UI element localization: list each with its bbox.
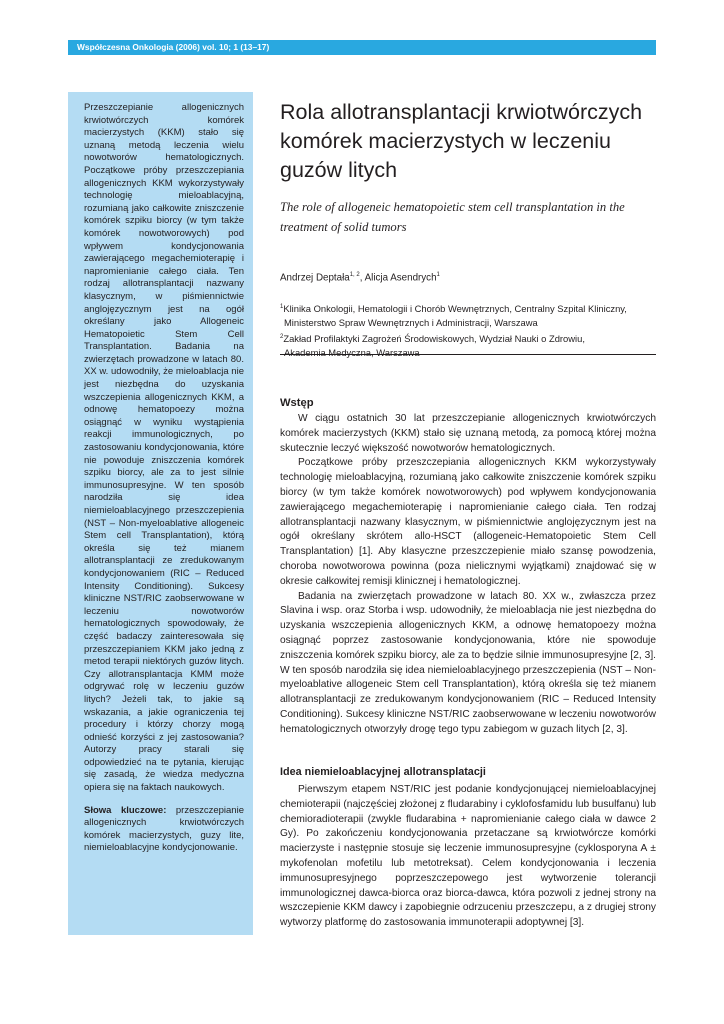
keywords-text: przeszczepianie allogenicznych krwiotwórczych komórek macierzystych, guzy lite, niemieloablacyjne kondycjonowanie. — [84, 804, 244, 854]
section-heading-intro: Wstęp — [280, 397, 314, 409]
article-subtitle: The role of allogeneic hematopoietic stem cell transplantation in the treatment of solid tumors — [280, 200, 625, 234]
affiliation-line — [280, 330, 660, 346]
keywords-paragraph — [84, 805, 244, 855]
section-heading-idea: Idea niemieloablacyjnej allotransplatacji — [280, 766, 486, 778]
idea-section-body — [280, 783, 656, 931]
author-name: Andrzej Deptała — [280, 272, 350, 284]
body-paragraph: Badania na zwierzętach prowadzone w latach 80. XX w., zwłaszcza przez Slavina i wsp. oraz Storba i wsp. udowodniły, że mieloablacja nie jest niezbędna do uzyskania wszczepienia allogenicznych KKM, a odnowę hematopoezy można osiągnąć poprzez zastosowanie kondycjonowania, które nie spowoduje zniszczenia komórek szpiku biorcy, ale za to będzie silnie immunosupresyjne [2, 3]. W ten sposób narodziła się idea niemieloablacyjnego przeszczepienia (NST – Non-myeloablative allogeneic Stem cell Transplantation), którą określa się też mianem allotransplantacji ze zredukowanym kondycjonowaniem (RIC – Reduced Intensity Conditioning). Sukcesy kliniczne NST/RIC zaobserwowane w leczeniu nowotworów hematologicznych otworzyły drogę tego typu zabiegom w guzach litych [2, 3]. — [280, 590, 656, 735]
divider — [280, 354, 656, 355]
affiliation-line: Ministerstwo Spraw Wewnętrznych i Administracji, Warszawa — [284, 317, 538, 329]
journal-citation: Współczesna Onkologia (2006) vol. 10; 1 (13–17) — [77, 42, 270, 52]
abstract-text: Przeszczepianie allogenicznych krwiotwórczych komórek macierzystych (KKM) stało się uznaną metodą leczenia wielu nowotworów hematologicznych. Początkowe próby przeszczepiania allogenicznych KKM wykorzystywały technologię mieloablacyjną, rozumianą jako całkowite zniszczenie komórek szpiku biorcy (w tym także komórek nowotworowych) pod wpływem kondycjonowania zawierającego megachemioterapię i napromienianie całego ciała. Ten rodzaj allotransplantacji nazwany klasycznym, w piśmiennictwie anglojęzycznym jest na ogół określany jako Allogeneic Hematopoietic Stem Cell Transplantation. Badania na zwierzętach prowadzone w latach 80. XX w. udowodniły, że mieloablacja nie jest niezbędna do uzyskania wszczepienia allogenicznych KKM, a odnowę hematopoezy można osiągnąć w wyniku wystąpienia reakcji immunologicznych, po zastosowaniu kondycjonowania, które nie powoduje zniszczenia komórek szpiku biorcy, ale za to jest silnie immunosupresyjne. W ten sposób narodziła się idea niemieloablacyjnego przeszczepienia (NST – Non-myeloablative allogeneic Stem cell Transplantation), którą określa się też mianem allotransplantacji ze zredukowanym kondycjonowaniem (RIC – Reduced Intensity Conditioning). Sukcesy kliniczne NST/RIC zaobserwowane w leczeniu nowotworów hematologicznych spowodowały, że część badaczy zainteresowała się przeszczepianiem KKM jako jedną z metod terapii niektórych guzów litych. Czy allotransplantacja KMM może odgrywać rolę w leczeniu guzów litych? Jeżeli tak, to jakie są wskazania, a jakie ograniczenia tej procedury i którzy chorzy mogą odnieść korzyści z jej zastosowania? Autorzy pracy starali się odpowiedzieć na te pytania, kierując się zasadą, że wiedza medyczna opiera się na faktach naukowych. — [84, 102, 244, 794]
author-separator: , — [359, 272, 365, 284]
affiliation-text: Klinika Onkologii, Hematologii i Chorób Wewnętrznych, Centralny Szpital Kliniczny, — [283, 303, 627, 315]
keywords-label: Słowa kluczowe: — [84, 804, 167, 816]
affiliations — [280, 300, 660, 360]
authors — [280, 268, 660, 285]
article-title: Rola allotransplantacji krwiotwórczych komórek macierzystych w leczeniu guzów litych — [280, 100, 643, 182]
body-paragraph: Pierwszym etapem NST/RIC jest podanie kondycjonującej niemieloablacyjnej chemioterapii (najczęściej złożonej z fludarabiny i cyklofosfamidu lub busulfanu) lub chemioradioterapii (zwykle fludarabina + napromienianie całego ciała w dawce 2 Gy). Po zakończeniu kondycjonowania przetaczane są krwiotwórcze komórki macierzyste i następnie stosuje się leczenie immunosupresyjne (cyklosporyna A ± mykofenolan mofetilu lub metotreksat). Celem kondycjonowania i leczenia immunosupresyjnego poprzeszczepowego jest wytworzenie tolerancji immunologicznej dawca-biorca oraz biorca-dawca, która pozwoli z jednej strony na wszczepienie KKM dawcy i zapobiegnie odrzuceniu przeszczepu, a z drugiej strony wytworzy platformę do zastosowania immunoterapii adoptywnej [3]. — [280, 784, 656, 929]
affiliation-mark: 1 — [280, 304, 284, 310]
body-paragraph: W ciągu ostatnich 30 lat przeszczepianie allogenicznych krwiotwórczych komórek macierzystych (KKM) stało się uznaną metodą, za pomocą której można skutecznie leczyć większość nowotworów hematologicznych. — [280, 413, 656, 454]
journal-header-bar — [68, 40, 656, 55]
author-name: Alicja Asendrych — [364, 272, 437, 284]
abstract-box — [68, 92, 253, 935]
author-affiliation-mark: 1, 2 — [349, 272, 360, 278]
body-paragraph: Początkowe próby przeszczepiania allogenicznych KKM wykorzystywały technologię mieloablacyjną, rozumianą jako całkowite zniszczenie komórek szpiku biorcy (w tym także komórek nowotworowych) pod wpływem kondycjonowania zawierającego megachemioterapię i napromienianie całego ciała. Ten rodzaj allotransplantacji nazwany klasycznym, w piśmiennictwie anglojęzycznym jest na ogół określany skrótem allo-HSCT (allogeneic-Hematopoietic Stem Cell Transplantation) [1]. Aby klasyczne przeszczepienie miało szansę powodzenia, choroba nowotworowa powinna (poza nielicznymi wyjątkami) znajdować się w okresie całkowitej remisji klinicznej i hematologicznej. — [280, 457, 656, 587]
affiliation-mark: 2 — [280, 334, 284, 341]
affiliation-line — [280, 300, 660, 316]
affiliation-line: Akademia Medyczna, Warszawa — [284, 347, 420, 359]
affiliation-text: Zakład Profilaktyki Zagrożeń Środowiskowych, Wydział Nauki o Zdrowiu, — [283, 333, 585, 345]
intro-section-body — [280, 412, 656, 738]
author-affiliation-mark: 1 — [436, 272, 440, 278]
